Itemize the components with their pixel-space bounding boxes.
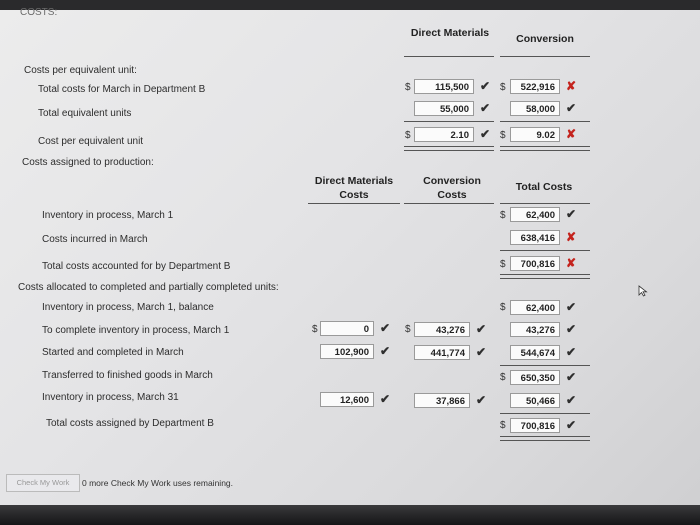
cost-per-eu-conv-input[interactable]: 9.02 xyxy=(510,127,560,142)
window-bottom-edge xyxy=(0,505,700,525)
cost-per-eu-dm-input[interactable]: 2.10 xyxy=(414,127,474,142)
header-rule-dm xyxy=(404,56,494,57)
inv-march31-label: Inventory in process, March 31 xyxy=(42,392,179,403)
inv-balance-label: Inventory in process, March 1, balance xyxy=(42,302,214,313)
transferred-total-input[interactable]: 650,350 xyxy=(510,370,560,385)
total-assigned-total-input[interactable]: 700,816 xyxy=(510,418,560,433)
dollar-sign: $ xyxy=(405,82,411,93)
check-icon: ✔ xyxy=(480,79,491,93)
dollar-sign: $ xyxy=(500,372,506,383)
header-rule-dm-costs xyxy=(308,203,400,204)
dollar-sign: $ xyxy=(500,259,506,270)
cross-icon: ✘ xyxy=(566,127,577,141)
started-dm-input[interactable]: 102,900 xyxy=(320,344,374,359)
rule-total xyxy=(500,365,590,366)
check-icon: ✔ xyxy=(480,127,491,141)
total-costs-dm-input[interactable]: 115,500 xyxy=(414,79,474,94)
check-icon: ✔ xyxy=(566,300,577,314)
complete-conv-input[interactable]: 43,276 xyxy=(414,322,470,337)
rule-total xyxy=(500,413,590,414)
header-direct-materials: Direct Materials xyxy=(410,27,490,39)
transferred-label: Transferred to finished goods in March xyxy=(42,370,213,381)
total-eu-label: Total equivalent units xyxy=(38,108,132,119)
inv-march31-conv-input[interactable]: 37,866 xyxy=(414,393,470,408)
header-conversion: Conversion xyxy=(516,33,574,45)
check-icon: ✔ xyxy=(566,345,577,359)
started-total-input[interactable]: 544,674 xyxy=(510,345,560,360)
assigned-title: Costs assigned to production: xyxy=(22,157,154,168)
check-icon: ✔ xyxy=(380,344,391,358)
header-total-costs: Total Costs xyxy=(515,181,573,193)
check-icon: ✔ xyxy=(566,370,577,384)
dollar-sign: $ xyxy=(500,420,506,431)
check-icon: ✔ xyxy=(380,321,391,335)
check-icon: ✔ xyxy=(476,393,487,407)
uses-remaining-text: 0 more Check My Work uses remaining. xyxy=(82,478,234,488)
rule-conv xyxy=(500,121,590,122)
header-rule-total xyxy=(500,203,590,204)
incurred-total-input[interactable]: 638,416 xyxy=(510,230,560,245)
check-icon: ✔ xyxy=(380,392,391,406)
check-icon: ✔ xyxy=(566,322,577,336)
started-label: Started and completed in March xyxy=(42,347,184,358)
complete-dm-input[interactable]: 0 xyxy=(320,321,374,336)
dollar-sign: $ xyxy=(500,210,506,221)
cross-icon: ✘ xyxy=(566,230,577,244)
cost-per-eu-label: Cost per equivalent unit xyxy=(38,136,144,147)
header-rule-conv xyxy=(500,56,590,57)
rule-dm xyxy=(404,121,494,122)
check-icon: ✔ xyxy=(480,101,491,115)
dollar-sign: $ xyxy=(405,324,411,335)
total-costs-label: Total costs for March in Department B xyxy=(38,84,206,95)
total-costs-conv-input[interactable]: 522,916 xyxy=(510,79,560,94)
total-assigned-label: Total costs assigned by Department B xyxy=(46,418,214,429)
total-eu-dm-input[interactable]: 55,000 xyxy=(414,101,474,116)
check-icon: ✔ xyxy=(476,322,487,336)
section-label: COSTS: xyxy=(20,7,58,18)
check-icon: ✔ xyxy=(566,101,577,115)
accounted-total-input[interactable]: 700,816 xyxy=(510,256,560,271)
incurred-label: Costs incurred in March xyxy=(42,234,148,245)
double-rule-conv xyxy=(500,146,590,151)
header-conversion-costs: Conversion Costs xyxy=(423,175,481,201)
accounted-label: Total costs accounted for by Department B xyxy=(42,261,231,272)
rule-total xyxy=(500,250,590,251)
double-rule-total xyxy=(500,274,590,279)
inv-march31-total-input[interactable]: 50,466 xyxy=(510,393,560,408)
double-rule-dm xyxy=(404,146,494,151)
allocated-title: Costs allocated to completed and partially completed units: xyxy=(18,282,279,293)
header-dm-costs: Direct Materials Costs xyxy=(314,175,394,201)
double-rule-total xyxy=(500,436,590,441)
mouse-cursor-icon xyxy=(638,285,648,297)
dollar-sign: $ xyxy=(500,82,506,93)
dollar-sign: $ xyxy=(500,302,506,313)
complete-total-input[interactable]: 43,276 xyxy=(510,322,560,337)
check-my-work-button[interactable]: Check My Work xyxy=(6,474,80,492)
inv-march1-total-input[interactable]: 62,400 xyxy=(510,207,560,222)
dollar-sign: $ xyxy=(312,324,318,335)
dollar-sign: $ xyxy=(405,130,411,141)
cross-icon: ✘ xyxy=(566,79,577,93)
check-icon: ✔ xyxy=(566,418,577,432)
inv-balance-total-input[interactable]: 62,400 xyxy=(510,300,560,315)
check-icon: ✔ xyxy=(476,345,487,359)
inv-march1-label: Inventory in process, March 1 xyxy=(42,210,174,221)
check-icon: ✔ xyxy=(566,207,577,221)
window-top-edge xyxy=(0,0,700,10)
cross-icon: ✘ xyxy=(566,256,577,270)
inv-march31-dm-input[interactable]: 12,600 xyxy=(320,392,374,407)
total-eu-conv-input[interactable]: 58,000 xyxy=(510,101,560,116)
complete-label: To complete inventory in process, March 1 xyxy=(42,325,230,336)
cpe-title: Costs per equivalent unit: xyxy=(24,65,137,76)
dollar-sign: $ xyxy=(500,130,506,141)
header-rule-conv-costs xyxy=(404,203,494,204)
started-conv-input[interactable]: 441,774 xyxy=(414,345,470,360)
check-icon: ✔ xyxy=(566,393,577,407)
